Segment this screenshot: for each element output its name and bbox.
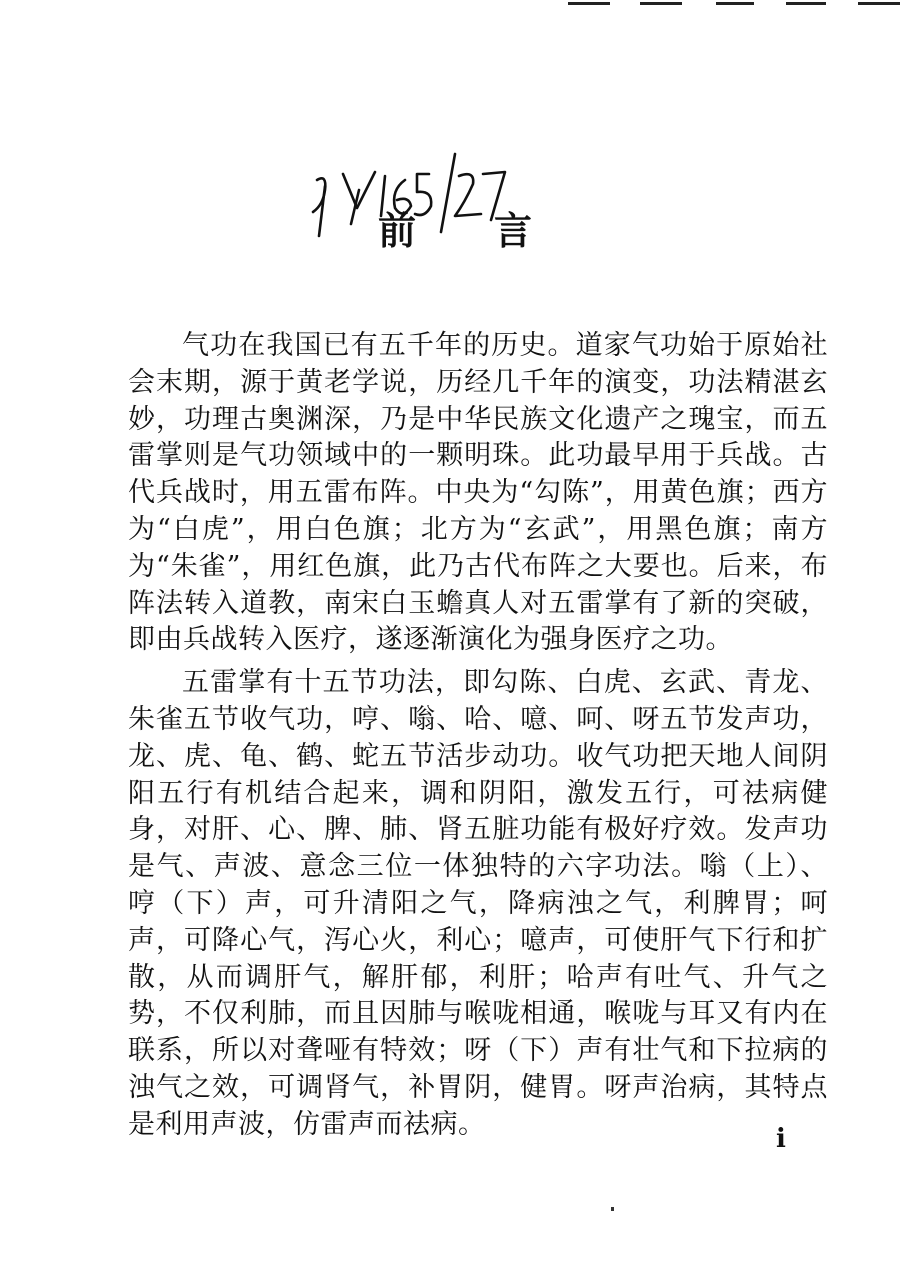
page-number: i xyxy=(776,1124,786,1154)
top-edge-rules xyxy=(560,0,910,8)
scan-speck xyxy=(611,1207,614,1211)
page-heading: 前言 xyxy=(377,208,610,253)
paragraph-1: 气功在我国已有五千年的历史。道家气功始于原始社会末期，源于黄老学说，历经几千年的演变，功法精湛玄妙，功理古奥渊深，乃是中华民族文化遗产之瑰宝，而五雷掌则是气功领域中的一颗明珠。此功最早用于兵战。古代兵战时，用五雷布阵。中央为“勾陈”，用黄色旗；西方为“白虎”，用白色旗；北方为“玄武”，用黑色旗；南方为“朱雀”，用红色旗，此乃古代布阵之大要也。后来，布阵法转入道教，南宋白玉蟾真人对五雷掌有了新的突破，即由兵战转入医疗，遂逐渐演化为强身医疗之功。 xyxy=(128,330,828,656)
preface-body xyxy=(128,328,828,1144)
paragraph-2: 五雷掌有十五节功法，即勾陈、白虎、玄武、青龙、朱雀五节收气功，哼、嗡、哈、噫、呵、呀五节发声功，龙、虎、龟、鹤、蛇五节活步动功。收气功把天地人间阴阳五行有机结合起来，调和阴阳，激发五行，可祛病健身，对肝、心、脾、肺、肾五脏功能有极好疗效。发声功是气、声波、意念三位一体独特的六字功法。嗡（上）、哼（下）声，可升清阳之气，降病浊之气，利脾胃；呵声，可降心气，泻心火，利心；噫声，可使肝气下行和扩散，从而调肝气，解肝郁，利肝；哈声有吐气、升气之势，不仅利肺，而且因肺与喉咙相通，喉咙与耳又有内在联系，所以对聋哑有特效；呀（下）声有壮气和下拉病的浊气之效，可调肾气，补胃阴，健胃。呀声治病，其特点是利用声波，仿雷声而祛病。 xyxy=(128,667,828,1140)
